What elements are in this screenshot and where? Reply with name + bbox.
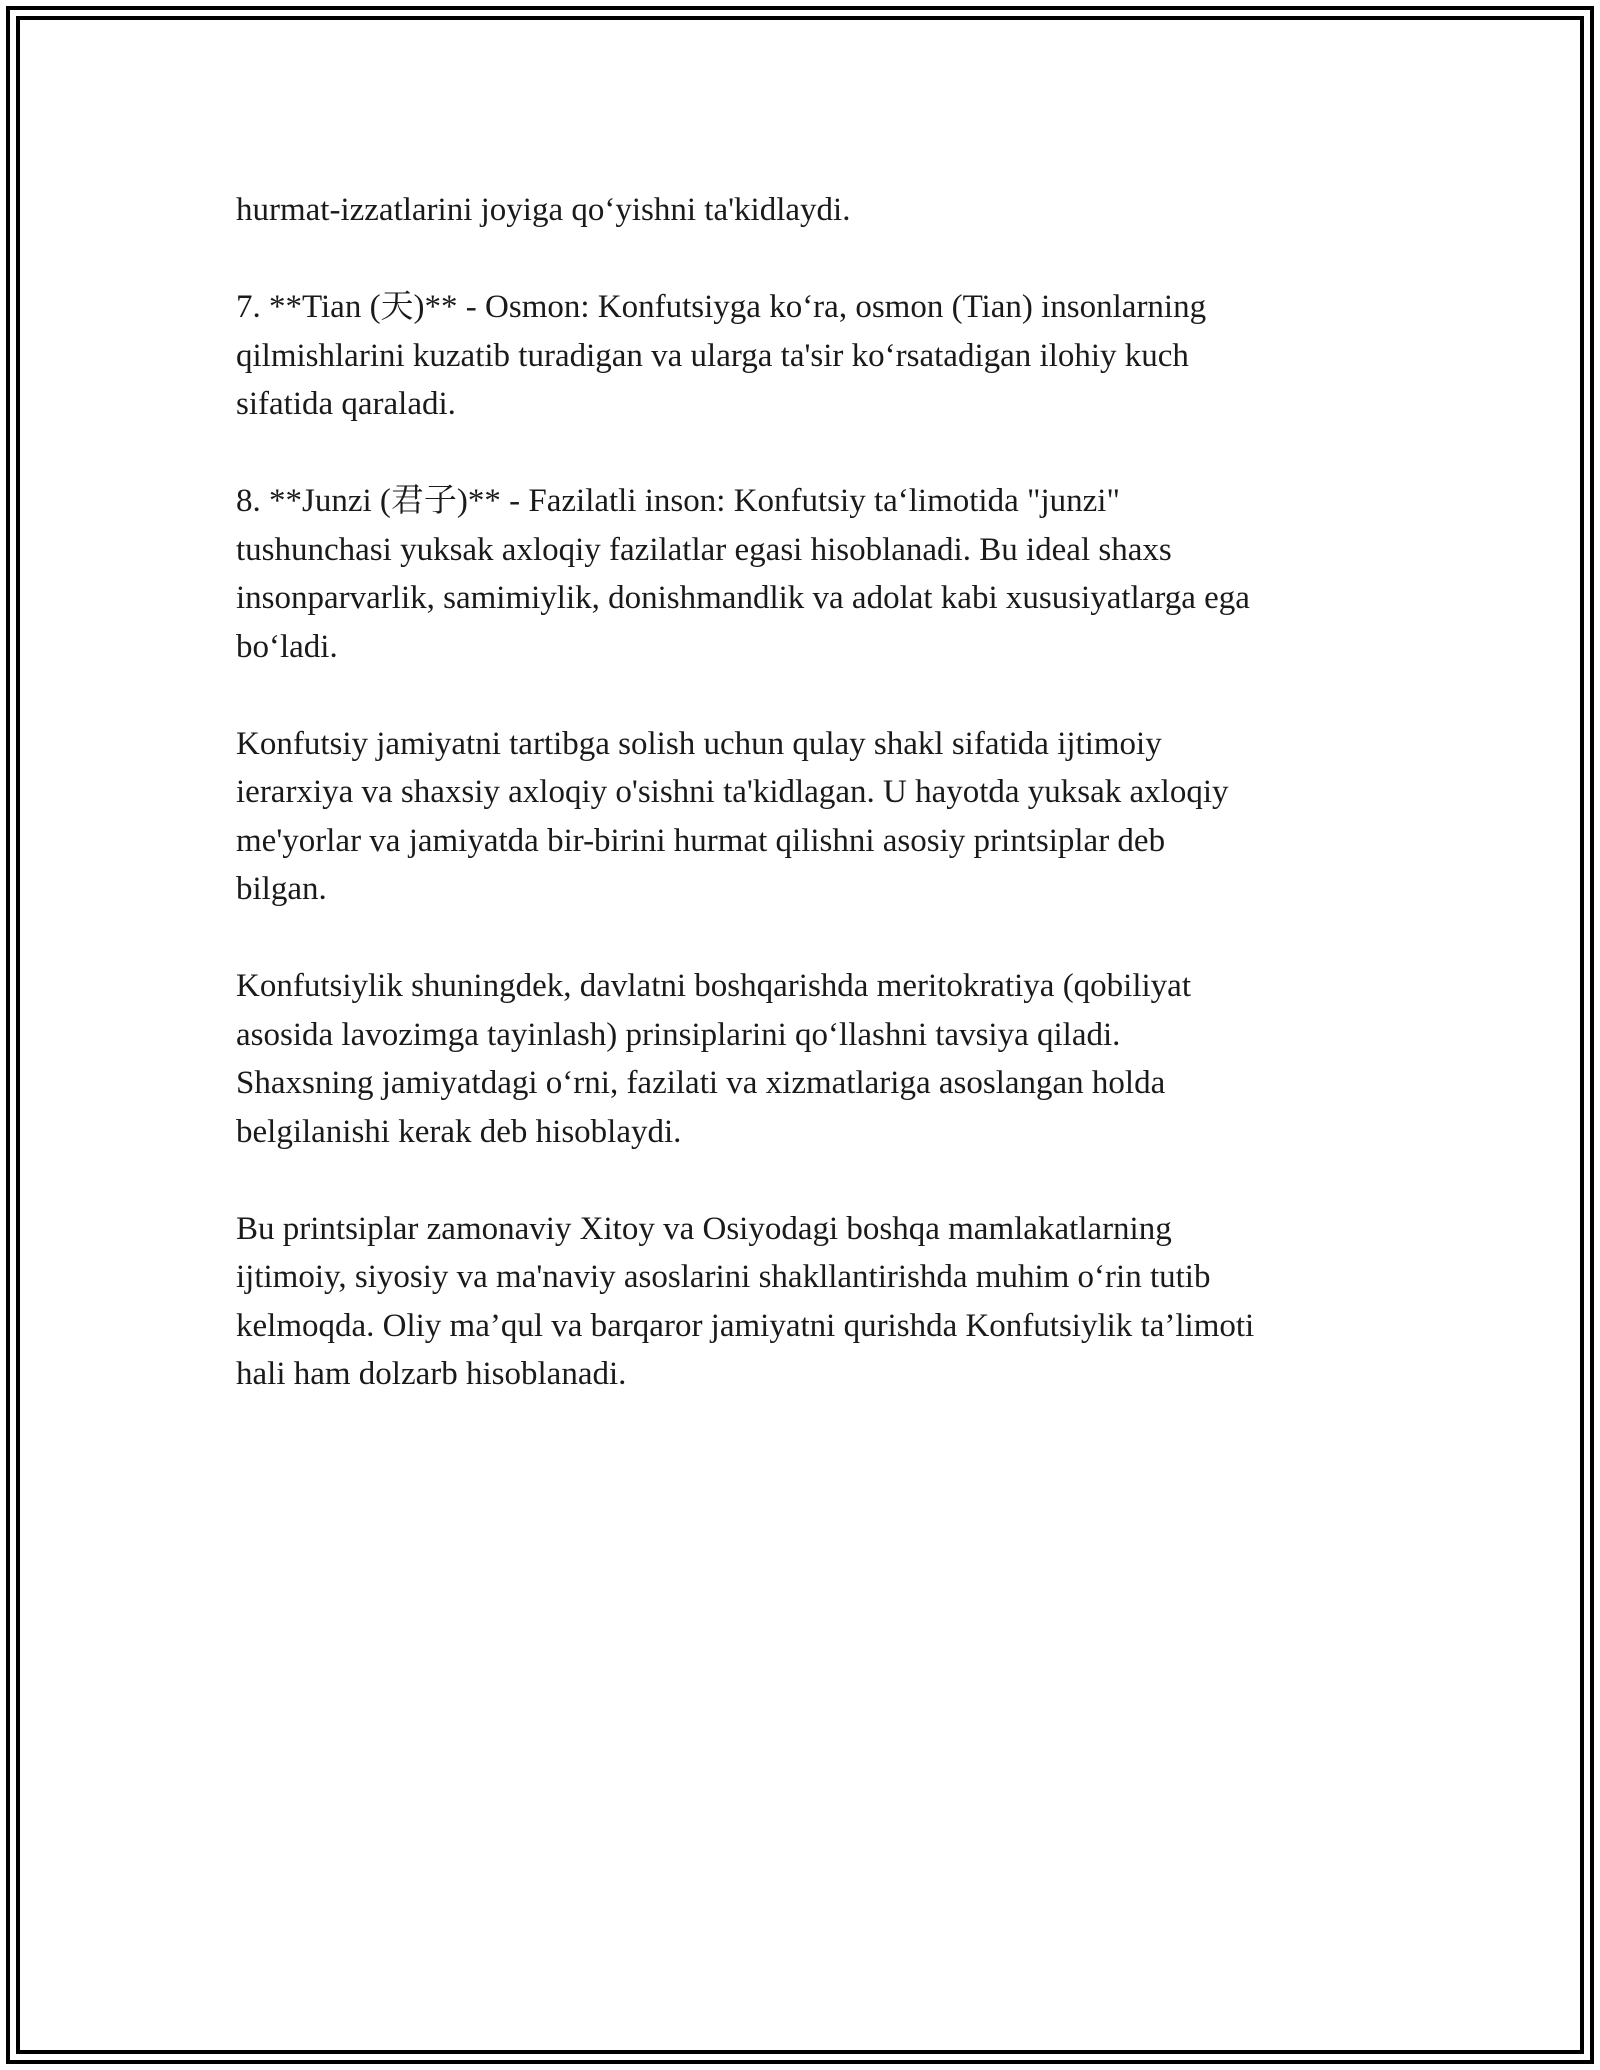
paragraph-hierarchy [236, 720, 1376, 914]
text-line: hali ham dolzarb hisoblanadi. [236, 1356, 627, 1392]
text-line: 7. **Tian (天)** - Osmon: Konfutsiyga ko‘ra, osmon (Tian) insonlarning [236, 289, 1207, 325]
text-line: qilmishlarini kuzatib turadigan va ularga ta'sir ko‘rsatadigan ilohiy kuch [236, 337, 1189, 374]
text-line: bo‘ladi. [236, 628, 338, 665]
document-body [236, 186, 1376, 1447]
text-line: sifatida qaraladi. [236, 386, 456, 422]
text-line: ijtimoiy, siyosiy va ma'naviy asoslarini shakllantirishda muhim o‘rin tutib [236, 1259, 1211, 1295]
text-line: 8. **Junzi (君子)** - Fazilatli inson: Konfutsiy ta‘limotida "junzi" [236, 483, 1120, 519]
paragraph-meritocracy [236, 962, 1376, 1156]
text-line: tushunchasi yuksak axloqiy fazilatlar egasi hisoblanadi. Bu ideal shaxs [236, 531, 1172, 568]
paragraph-conclusion [236, 1205, 1376, 1399]
text-line: ierarxiya va shaxsiy axloqiy o'sishni ta'kidlagan. U hayotda yuksak axloqiy [236, 774, 1229, 810]
text-line: Shaxsning jamiyatdagi o‘rni, fazilati va xizmatlariga asoslangan holda [236, 1065, 1166, 1101]
text-line: me'yorlar va jamiyatda bir-birini hurmat qilishni asosiy printsiplar deb [236, 822, 1166, 859]
text-line: belgilanishi kerak deb hisoblaydi. [236, 1113, 682, 1150]
paragraph-junzi [236, 477, 1376, 671]
text-line: hurmat-izzatlarini joyiga qo‘yishni ta'kidlaydi. [236, 192, 851, 228]
text-line: insonparvarlik, samimiylik, donishmandlik va adolat kabi xususiyatlarga ega [236, 580, 1250, 616]
text-line: Konfutsiylik shuningdek, davlatni boshqarishda meritokratiya (qobiliyat [236, 968, 1192, 1004]
text-line: Konfutsiy jamiyatni tartibga solish uchun qulay shakl sifatida ijtimoiy [236, 725, 1162, 762]
text-line: kelmoqda. Oliy ma’qul va barqaror jamiyatni qurishda Konfutsiylik ta’limoti [236, 1307, 1255, 1344]
paragraph-tian [236, 283, 1376, 429]
text-line: asosida lavozimga tayinlash) prinsiplarini qo‘llashni tavsiya qiladi. [236, 1016, 1121, 1053]
text-line: bilgan. [236, 871, 327, 907]
text-line: Bu printsiplar zamonaviy Xitoy va Osiyodagi boshqa mamlakatlarning [236, 1210, 1172, 1247]
paragraph-continuation [236, 186, 1376, 235]
